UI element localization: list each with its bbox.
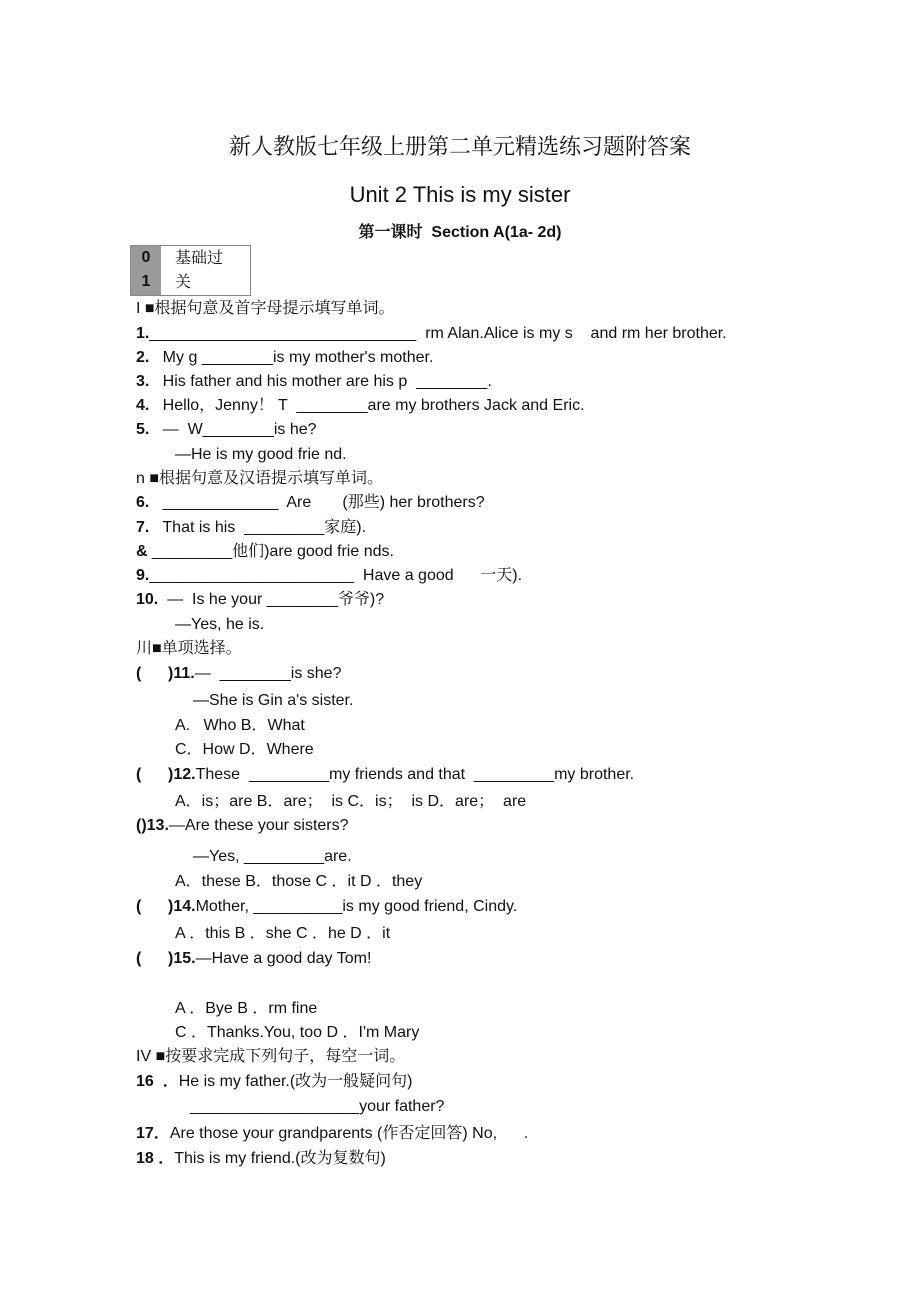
question-11: ( )11.— ________is she? <box>136 665 342 682</box>
options-13: A．these B．those C ．it D ．they <box>175 873 423 890</box>
options-15a: A ．Bye B ．rm fine <box>175 1000 318 1017</box>
question-5: 5. — W________is he? <box>136 421 317 438</box>
options-11b: C．How D．Where <box>175 741 314 758</box>
answer-11: —She is Gin a's sister. <box>193 692 354 709</box>
lesson-title: 第一课时 Section A(1a- 2d) <box>358 224 562 241</box>
question-9: 9._______________________ Have a good 一天). <box>136 567 523 584</box>
answer-5: —He is my good frie nd. <box>175 446 347 463</box>
section-heading-3: 川■单项选择。 <box>136 640 242 657</box>
options-11a: A. Who B．What <box>175 717 305 734</box>
options-12: A．is；are B．are； is C．is； is D．are； are <box>175 793 527 810</box>
options-15b: C ．Thanks.You, too D ．I'm Mary <box>175 1024 420 1041</box>
section-heading-2: n ■根据句意及汉语提示填写单词。 <box>136 470 384 487</box>
question-4: 4. Hello，Jenny！ T ________are my brothers Jack and Eric. <box>136 397 585 414</box>
question-2: 2. My g ________is my mother's mother. <box>136 349 434 366</box>
question-14: ( )14.Mother, __________is my good friend, Cindy. <box>136 898 518 915</box>
question-1: 1.______________________________ rm Alan.Alice is my s and rm her brother. <box>136 325 727 342</box>
question-7: 7. That is his _________家庭). <box>136 519 367 536</box>
section-heading-4: IV ■按要求完成下列句子，每空一词。 <box>136 1048 406 1065</box>
section-number: 0 1 <box>131 246 161 295</box>
section-heading-1: I ■根据句意及首字母提示填写单词。 <box>136 300 395 317</box>
question-8: & _________他们)are good frie nds. <box>136 543 394 560</box>
unit-title: Unit 2 This is my sister <box>349 182 571 207</box>
answer-16: ___________________your father? <box>190 1098 445 1115</box>
question-3: 3. His father and his mother are his p ________. <box>136 373 492 390</box>
question-18: 18 ．This is my friend.(改为复数句) <box>136 1150 386 1167</box>
question-13: ()13.—Are these your sisters? <box>136 817 349 834</box>
question-16: 16 ．He is my father.(改为一般疑问句) <box>136 1073 413 1090</box>
question-17: 17．Are those your grandparents (作否定回答) No, . <box>136 1125 529 1142</box>
question-6: 6. _____________ Are (那些) her brothers? <box>136 494 485 511</box>
question-15: ( )15.—Have a good day Tom! <box>136 950 372 967</box>
answer-10: —Yes, he is. <box>175 616 265 633</box>
answer-13: —Yes, _________are. <box>193 848 352 865</box>
document-title: 新人教版七年级上册第二单元精选练习题附答案 <box>228 134 691 159</box>
question-10: 10. — Is he your ________爷爷)? <box>136 591 385 608</box>
question-12: ( )12.These _________my friends and that _________my brother. <box>136 766 635 783</box>
section-label: 基础过 关 <box>175 250 224 291</box>
options-14: A ．this B ．she C ．he D ．it <box>175 925 391 942</box>
section-badge <box>130 245 251 296</box>
